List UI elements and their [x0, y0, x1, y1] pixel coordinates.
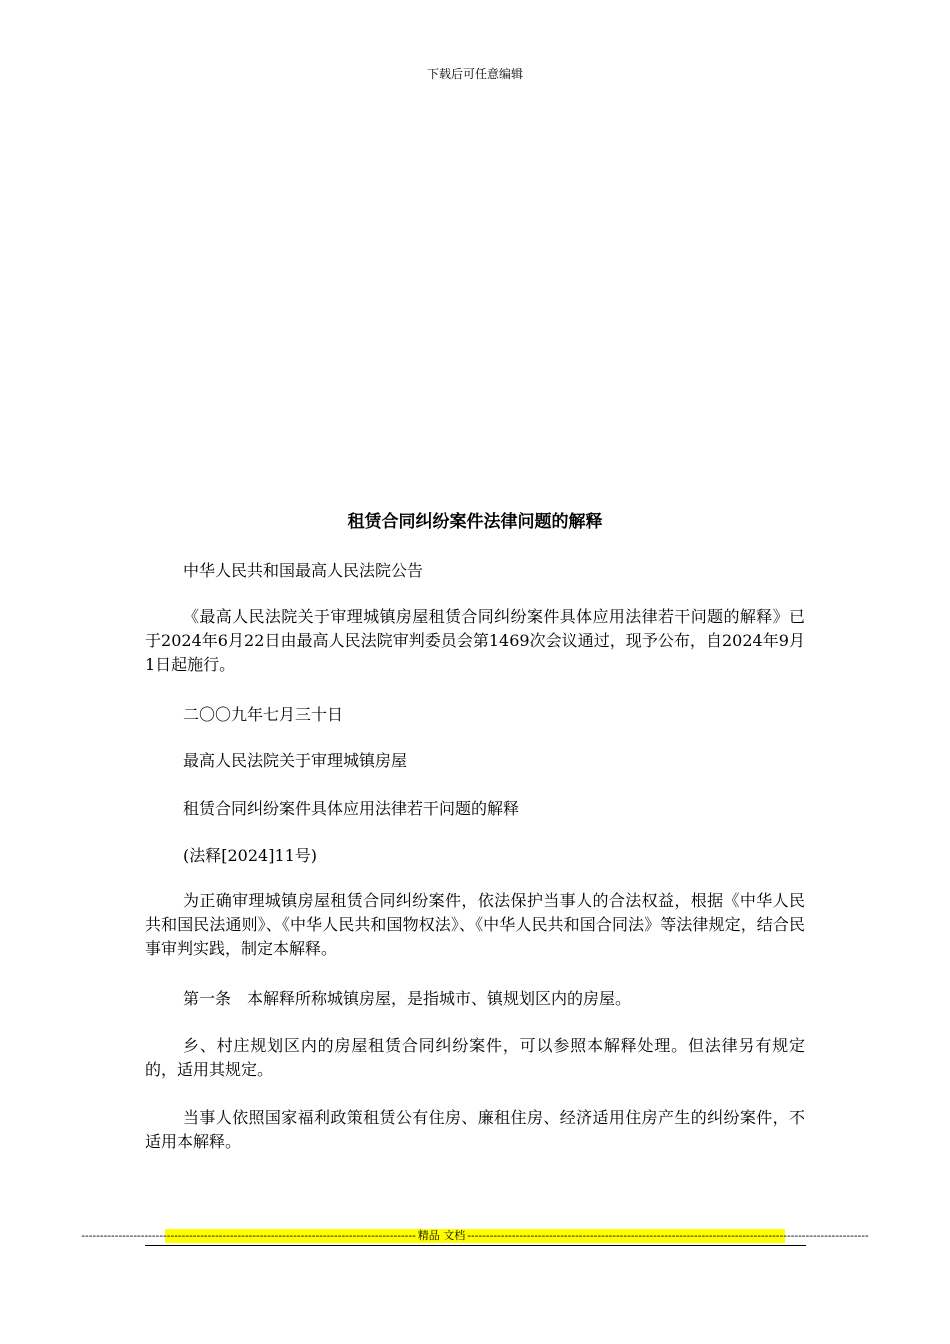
paragraph-doc-number: (法释[2024]11号): [183, 846, 318, 865]
paragraph-preamble: 为正确审理城镇房屋租赁合同纠纷案件，依法保护当事人的合法权益，根据《中华人民共和国民法通则》、《中华人民共和国物权法》、《中华人民共和国合同法》等法律规定，结合民事审判实践，制定本解释。: [145, 891, 805, 958]
footer-divider: [145, 1245, 806, 1246]
paragraph-welfare-housing: 当事人依照国家福利政策租赁公有住房、廉租住房、经济适用住房产生的纠纷案件，不适用本解释。: [145, 1108, 805, 1151]
footer-label: 精品 文档: [417, 1229, 466, 1242]
paragraph-promulgation: 《最高人民法院关于审理城镇房屋租赁合同纠纷案件具体应用法律若干问题的解释》已于2024年6月22日由最高人民法院审判委员会第1469次会议通过，现予公布，自2024年9月1日起施行。: [145, 607, 805, 674]
footer-dashes-left: ------------------------------------------------------------------------------------------: [81, 1229, 416, 1242]
footer-dashes-right: ------------------------------------------------------------------------------------------------------------: [467, 1229, 869, 1242]
paragraph-date: 二〇〇九年七月三十日: [183, 705, 344, 724]
page-header: 下载后可任意编辑: [426, 67, 523, 81]
paragraph-announcement: 中华人民共和国最高人民法院公告: [183, 561, 424, 580]
paragraph-rural-housing: 乡、村庄规划区内的房屋租赁合同纠纷案件，可以参照本解释处理。但法律另有规定的，适用其规定。: [145, 1036, 805, 1079]
paragraph-subtitle-2: 租赁合同纠纷案件具体应用法律若干问题的解释: [183, 799, 520, 818]
paragraph-article-1: 第一条 本解释所称城镇房屋，是指城市、镇规划区内的房屋。: [183, 989, 632, 1008]
footer-highlight-band: [81, 1229, 869, 1243]
document-title: 租赁合同纠纷案件法律问题的解释: [347, 512, 603, 532]
paragraph-subtitle-1: 最高人民法院关于审理城镇房屋: [183, 751, 408, 770]
